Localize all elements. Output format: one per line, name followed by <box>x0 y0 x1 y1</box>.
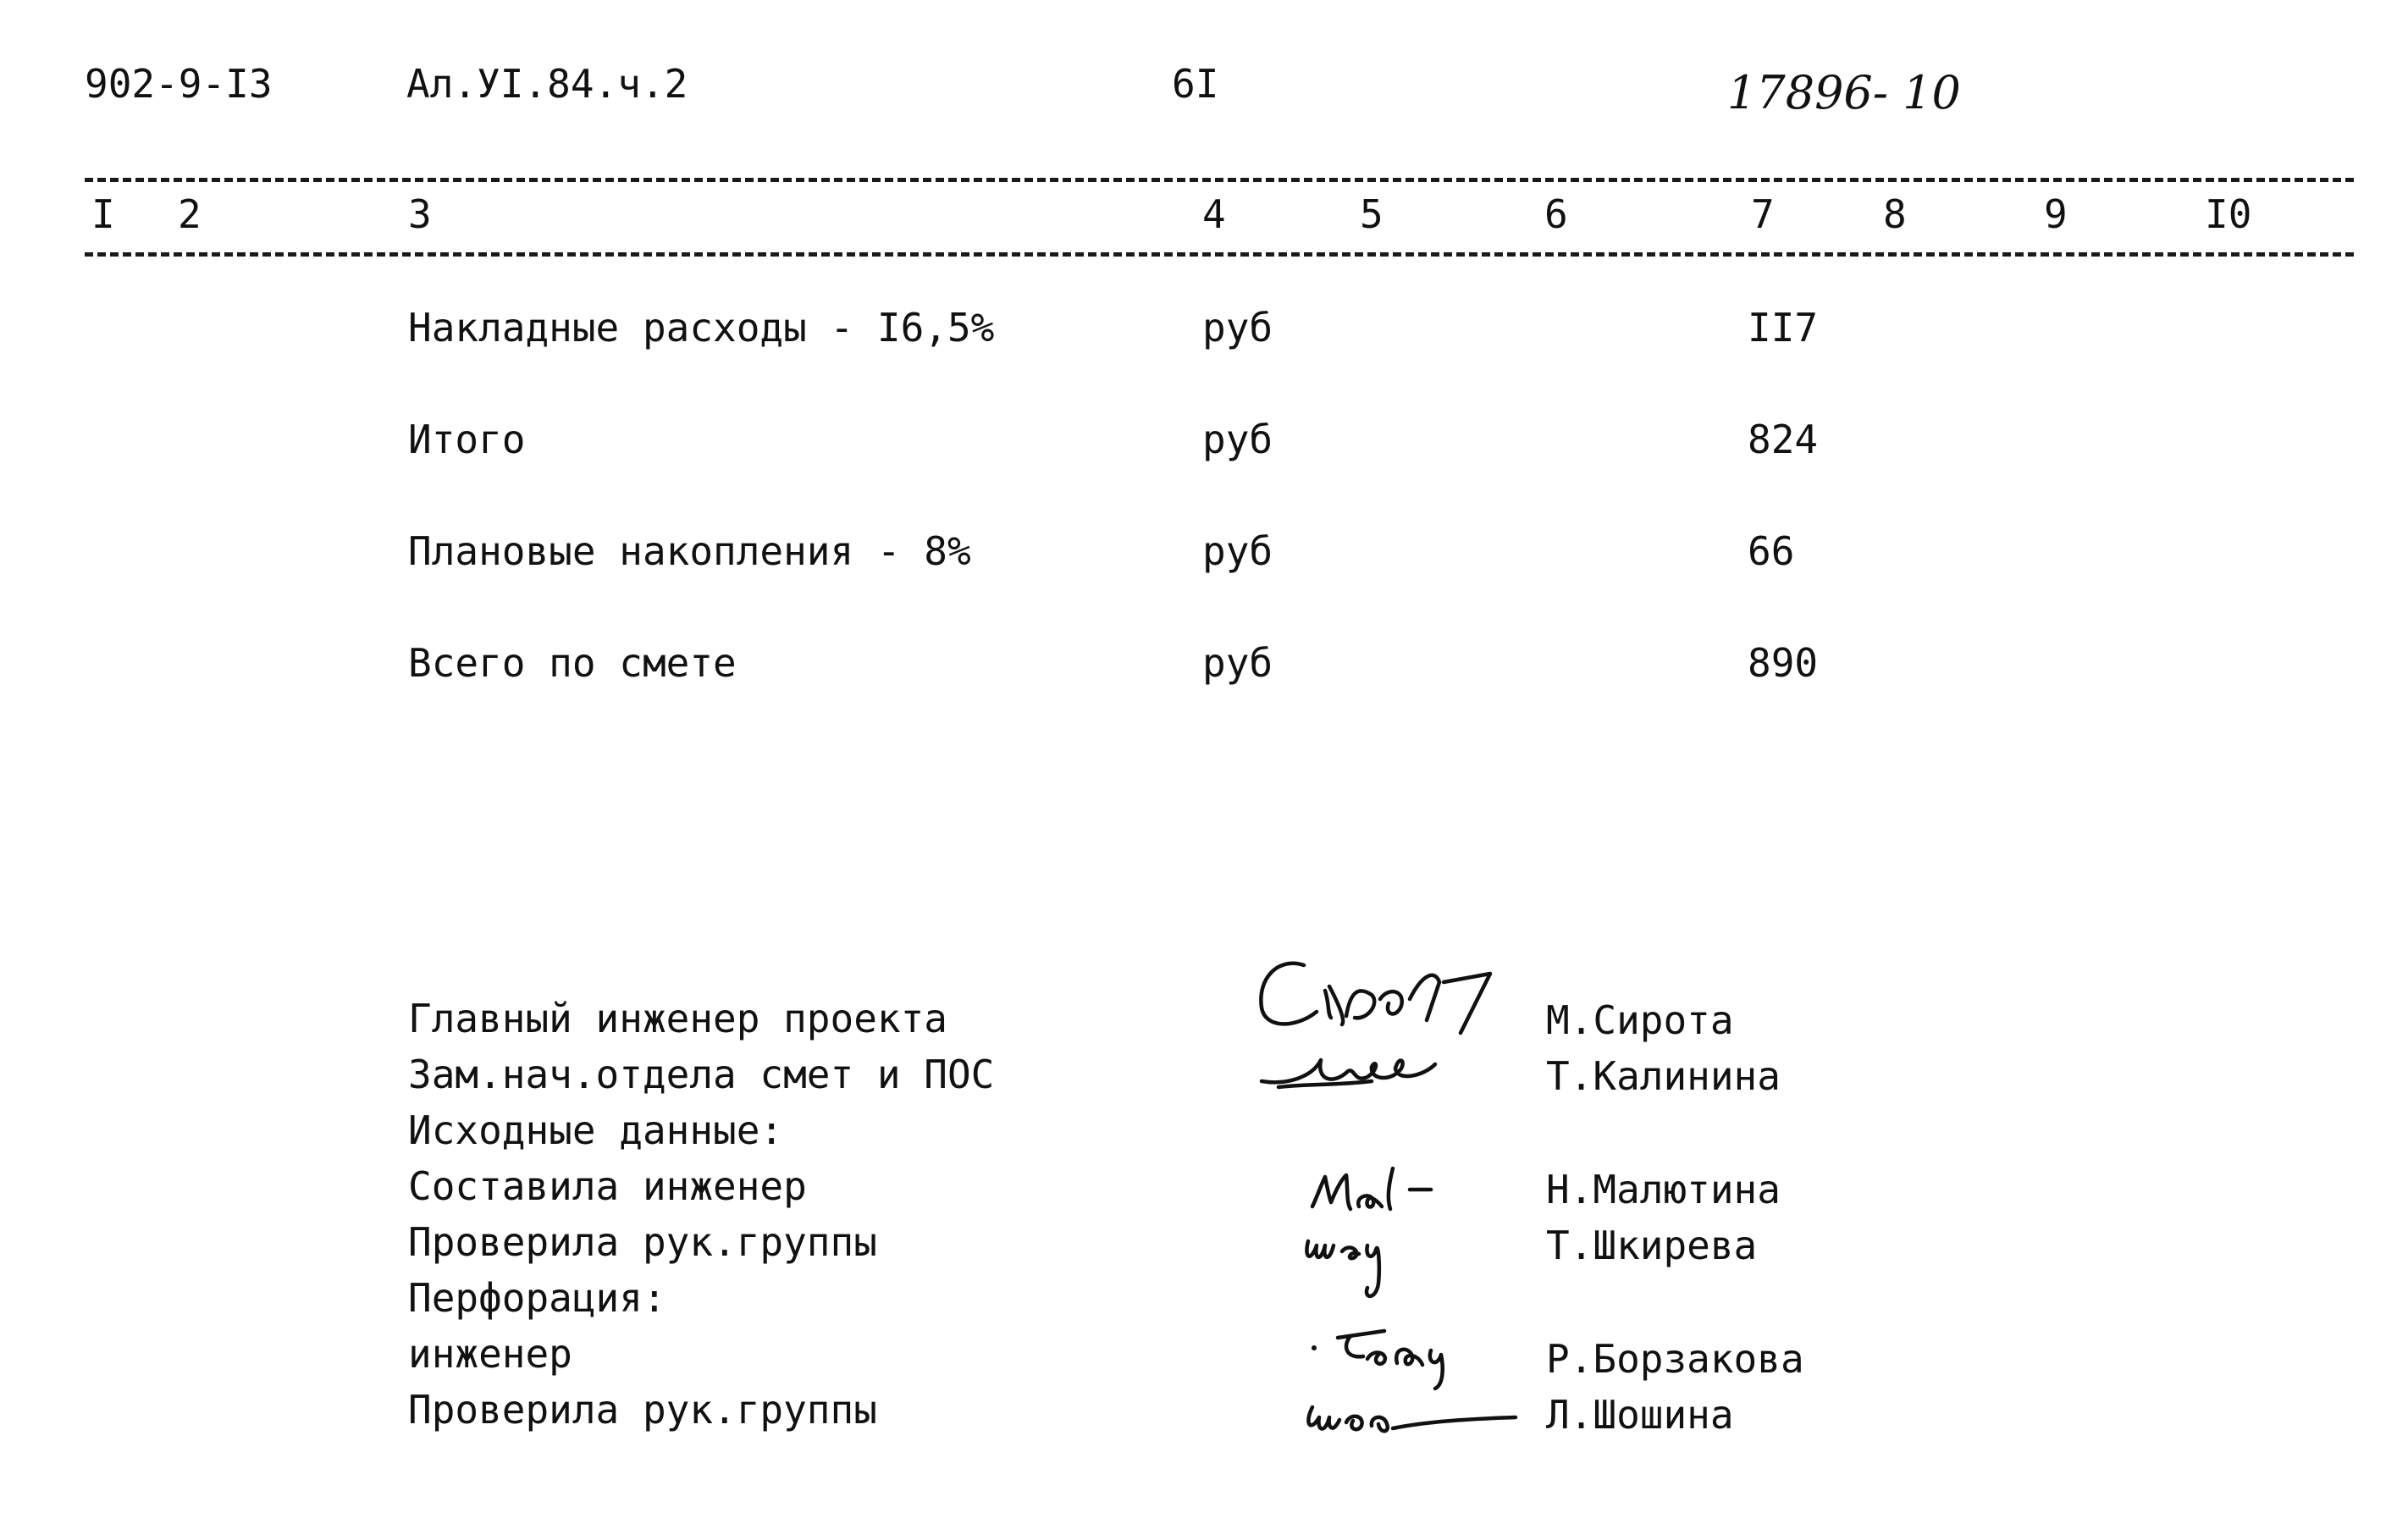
row-value: II7 <box>1748 305 1819 351</box>
row-name: Всего по смете <box>408 640 737 686</box>
album-code: Ал.УI.84.ч.2 <box>406 61 688 107</box>
role-label: Зам.нач.отдела смет и ПОС <box>408 1052 995 1097</box>
column-header: 5 <box>1360 191 1383 237</box>
row-unit: руб <box>1202 417 1273 462</box>
column-header: 6 <box>1544 191 1568 237</box>
table-top-rule <box>85 178 2354 182</box>
row-value: 66 <box>1748 528 1795 574</box>
column-header: I <box>91 191 115 237</box>
column-header: 4 <box>1202 191 1226 237</box>
signatory-name: Л.Шошина <box>1546 1392 1734 1438</box>
column-header: 3 <box>408 191 432 237</box>
column-header: 8 <box>1883 191 1907 237</box>
column-header: I0 <box>2205 191 2252 237</box>
page-number: 6I <box>1172 61 1219 107</box>
column-header: 2 <box>178 191 202 237</box>
column-header: 9 <box>2044 191 2068 237</box>
role-label: Составила инженер <box>408 1163 807 1209</box>
role-label: Главный инженер проекта <box>408 996 947 1041</box>
signature-shkireva <box>1295 1216 1465 1309</box>
row-unit: руб <box>1202 305 1273 351</box>
signature-kalinina <box>1253 1043 1465 1102</box>
signature-shoshina <box>1287 1382 1524 1458</box>
row-unit: руб <box>1202 528 1273 574</box>
row-name: Накладные расходы - I6,5% <box>408 305 995 351</box>
role-label: Перфорация: <box>408 1275 666 1321</box>
signatory-name: Т.Шкирева <box>1546 1223 1758 1268</box>
signatory-name: Н.Малютина <box>1546 1167 1781 1212</box>
role-label: инженер <box>408 1331 572 1377</box>
role-label: Проверила рук.группы <box>408 1219 877 1265</box>
row-unit: руб <box>1202 640 1273 686</box>
signatory-name: М.Сирота <box>1546 997 1734 1043</box>
series-code: 902-9-I3 <box>85 61 273 107</box>
role-label: Проверила рук.группы <box>408 1387 877 1433</box>
signature-sirota <box>1245 940 1516 1050</box>
row-name: Итого <box>408 417 526 462</box>
role-label: Исходные данные: <box>408 1107 784 1153</box>
signatory-name: Т.Калинина <box>1546 1053 1781 1099</box>
doc-number: 17896- 10 <box>1727 66 1961 119</box>
row-value: 824 <box>1748 417 1819 462</box>
table-bottom-rule <box>85 252 2354 257</box>
row-name: Плановые накопления - 8% <box>408 528 971 574</box>
signatory-name: Р.Борзакова <box>1546 1336 1804 1382</box>
row-value: 890 <box>1748 640 1819 686</box>
column-header: 7 <box>1751 191 1775 237</box>
